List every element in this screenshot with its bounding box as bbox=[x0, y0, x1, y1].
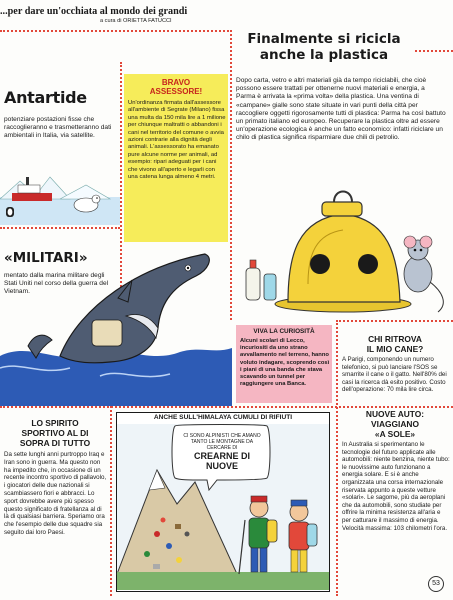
curiosita-title: VIVA LA CURIOSITÀ bbox=[253, 328, 315, 335]
himalaya-bubble-line1: CI SONO ALPINISTI CHE AMANO bbox=[183, 433, 261, 439]
auto-text: In Australia si sperimentano le tecnologie del futuro applicate alle automobili: niente benzina, niente tubo: le nuovissime auto funzionano a energia solare. E si è anche organizzata una corsa internazionale riservata appunto a queste vetture «solari». Le sagome, più da aeroplani che da automobili, sono studiate per offrire la minima resistenza all'aria e per catturare il massimo di energia. Velocità massima: 103 chilometri l'ora. bbox=[342, 441, 450, 532]
dotted-divider bbox=[415, 50, 453, 52]
militari-title: «MILITARI» bbox=[4, 250, 88, 266]
antarctic-ship-illustration bbox=[0, 155, 120, 225]
dotted-divider bbox=[110, 406, 112, 596]
page-number: 53 bbox=[428, 576, 444, 592]
dotted-divider bbox=[0, 406, 453, 408]
assessore-text: Un'ordinanza firmata dall'assessore all'ambiente di Segrate (Milano) fissa una multa da 150 mila lire a 1 milione per chiunque maltratti o abbandoni i cani nel territorio del comune o avvia azioni contrarie alla dignità degli animali. L'assessorato ha emanato pure alcune norme per animali, ad esempio: ripari adeguati per i cani che vivono all'aperto e legarli con una catena lunga almeno 4 metri. bbox=[128, 100, 226, 181]
plastica-title-line1: Finalmente si ricicla bbox=[247, 31, 401, 47]
antartide-text: potenziare postazioni fisse che raccoglieranno e trasmetteranno dati ambientali in Italia, via satellite. bbox=[4, 116, 112, 140]
militari-text: mentato dalla marina militare degli Stati Uniti nel corso della guerra del Vietnam. bbox=[4, 272, 109, 296]
dotted-divider bbox=[0, 30, 232, 32]
dotted-divider bbox=[336, 320, 453, 322]
himalaya-bubble-line3: CERCARE DI bbox=[206, 445, 238, 451]
cane-title-line1: CHI RITROVA bbox=[368, 334, 422, 344]
himalaya-title: ANCHE SULL'HIMALAYA CUMULI DI RIFIUTI bbox=[153, 414, 293, 421]
auto-title-line2: VIAGGIANO bbox=[371, 419, 419, 429]
assessore-title-line2: ASSESSORE! bbox=[149, 87, 203, 96]
plastica-text: Dopo carta, vetro e altri materiali già da tempo riciclabili, che cioè possono essere trattati per ottenerne nuovi materiali e energia, a Parma è arrivata la «prima volta» della plastica. Una ventina di «campane» gialle sono state situate in vari punti della città per raccogliere oggetti rigorosamente tutti di plastica: Parma ha così battuto un primato italiano ed europeo. Recuperare la plastica oltre ad essere un'operazione ecologica è anche un fatto economico: infatti riciclare un chilo di plastica significa risparmiare due chili di petrolio. bbox=[236, 77, 446, 142]
spirito-title-line3: SOPRA DI TUTTO bbox=[19, 438, 91, 448]
dotted-divider bbox=[336, 320, 338, 596]
spirito-text: Da sette lunghi anni purtroppo Iraq e Iran sono in guerra. Ma questo non ha impedito che, in occasione di un recente incontro sportivo di pallavolo, i giocatori delle due nazionali si scambiassero fiori e abbracci. Lo sport dovrebbe avere più spesso questo significato di fratellanza al di là di qualsiasi barriera. Speriamo ora che l'esempio delle due squadre sia seguito dai loro Paesi. bbox=[4, 451, 107, 536]
spirito-title-line2: SPORTIVO AL DI bbox=[21, 428, 89, 438]
himalaya-bubble-line2: TANTO LE MONTAGNE DA bbox=[190, 439, 254, 445]
himalaya-bubble-big1: CREARNE DI bbox=[193, 451, 250, 461]
auto-title-line3: «A SOLE» bbox=[374, 429, 416, 439]
military-dolphin-illustration bbox=[0, 236, 232, 406]
dotted-divider bbox=[0, 227, 120, 229]
curiosita-text: Alcuni scolari di Lecco, incuriositi da uno strano avvallamento nel terreno, hanno voluto indagare, scoprendo così i piani di una banda che stava scavando un tunnel per raggiungere una Banca. bbox=[240, 338, 330, 388]
antartide-title: Antartide bbox=[4, 88, 87, 107]
header-byline: a cura di ORIETTA FATUCCI bbox=[100, 18, 172, 24]
cane-text: A Parigi, componendo un numero telefonico, si può lanciare l'SOS se smarrite il cane o il gatto. Nell'80% dei casi la ricerca dà esito positivo. Costo dell'operazione: 70 mila lire circa. bbox=[342, 356, 447, 394]
auto-title-line1: NUOVE AUTO: bbox=[365, 409, 425, 419]
cane-title-line2: IL MIO CANE? bbox=[366, 344, 424, 354]
page-header-title: ...per dare un'occhiata al mondo dei grandi bbox=[0, 6, 188, 17]
himalaya-bubble-big2: NUOVE bbox=[205, 461, 238, 471]
recycling-bell-illustration bbox=[238, 164, 452, 319]
plastica-title-line2: anche la plastica bbox=[259, 47, 389, 63]
spirito-title-line1: LO SPIRITO bbox=[31, 418, 79, 428]
assessore-title-line1: BRAVO bbox=[161, 78, 191, 87]
